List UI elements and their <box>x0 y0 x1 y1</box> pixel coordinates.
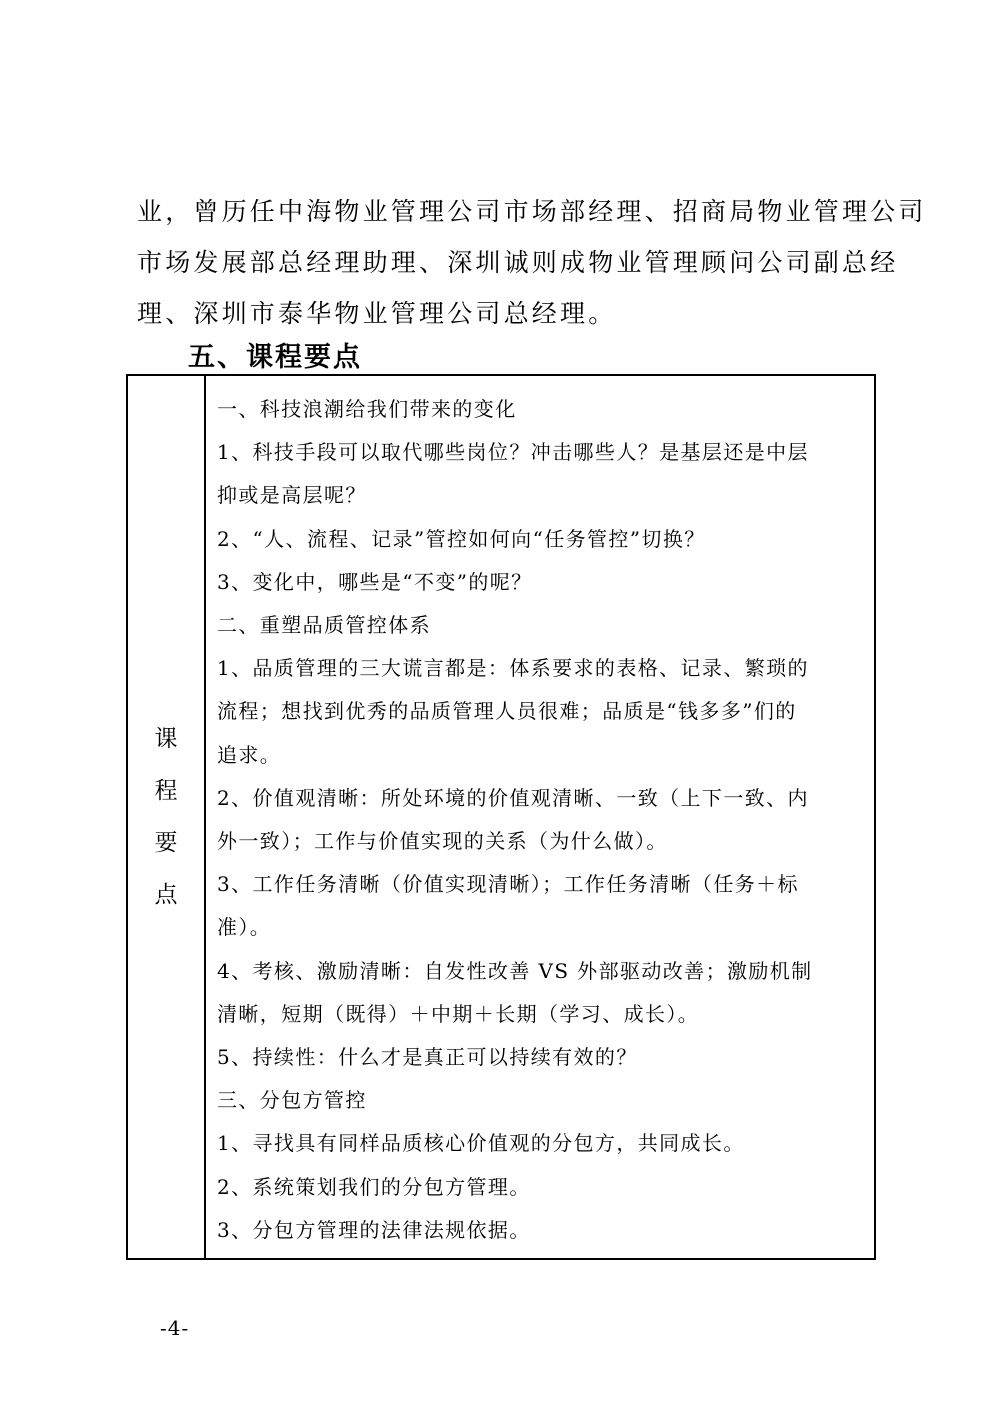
label-char: 程 <box>154 778 178 804</box>
course-points-table <box>126 374 876 1260</box>
content-line: 二、重塑品质管控体系 <box>217 613 431 638</box>
content-line: 5、持续性：什么才是真正可以持续有效的？ <box>217 1045 638 1070</box>
content-line: 4、考核、激励清晰：自发性改善 VS 外部驱动改善；激励机制 <box>217 958 813 983</box>
content-line: 清晰，短期（既得）＋中期＋长期（学习、成长）。 <box>217 1001 700 1026</box>
content-line: 2、系统策划我们的分包方管理。 <box>217 1174 531 1199</box>
intro-line: 业，曾历任中海物业管理公司市场部经理、招商局物业管理公司 <box>137 197 927 226</box>
content-line: 外一致）；工作与价值实现的关系（为什么做）。 <box>217 829 668 854</box>
label-char: 课 <box>154 726 178 752</box>
content-line: 一、科技浪潮给我们带来的变化 <box>217 397 517 421</box>
content-line: 1、品质管理的三大谎言都是：体系要求的表格、记录、繁琐的 <box>217 656 809 681</box>
content-line: 追求。 <box>217 742 282 767</box>
intro-line: 市场发展部总经理助理、深圳诚则成物业管理顾问公司副总经 <box>137 248 899 277</box>
label-char: 点 <box>154 882 178 908</box>
content-line: 3、变化中，哪些是“不变”的呢？ <box>217 569 533 594</box>
content-line: 1、科技手段可以取代哪些岗位？冲击哪些人？是基层还是中层 <box>217 440 809 465</box>
table-content-cell <box>206 376 874 1258</box>
content-line: 3、工作任务清晰（价值实现清晰）；工作任务清晰（任务＋标 <box>217 872 799 897</box>
content-line: 准）。 <box>217 915 272 940</box>
intro-line: 理、深圳市泰华物业管理公司总经理。 <box>137 299 617 328</box>
content-line: 流程；想找到优秀的品质管理人员很难；品质是“钱多多”们的 <box>217 699 797 724</box>
content-line: 三、分包方管控 <box>217 1088 367 1113</box>
intro-paragraph <box>137 186 927 339</box>
content-line: 3、分包方管理的法律法规依据。 <box>217 1217 531 1242</box>
content-line: 2、价值观清晰：所处环境的价值观清晰、一致（上下一致、内 <box>217 785 809 810</box>
section-heading: 五、课程要点 <box>188 342 362 373</box>
content-line: 1、寻找具有同样品质核心价值观的分包方，共同成长。 <box>217 1131 745 1156</box>
content-line: 抑或是高层呢？ <box>217 483 367 508</box>
label-char: 要 <box>154 830 178 856</box>
page-number: -4- <box>160 1316 190 1340</box>
table-label-cell <box>128 376 206 1258</box>
content-line: 2、“人、流程、记录”管控如何向“任务管控”切换？ <box>217 526 706 551</box>
